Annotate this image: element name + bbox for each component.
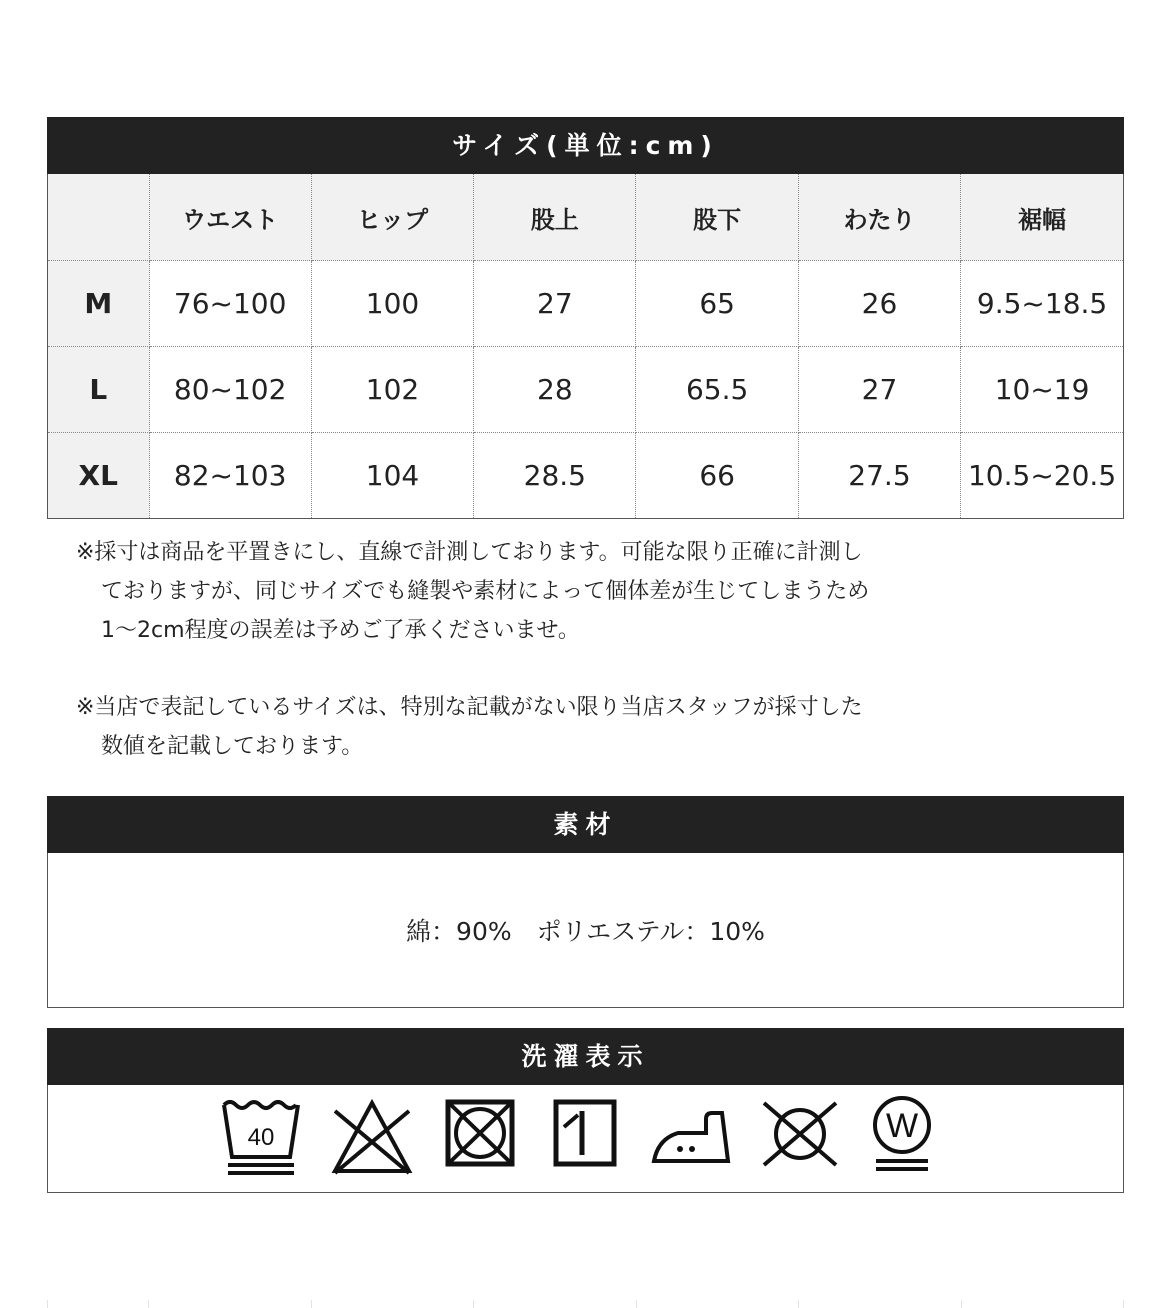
table-cell: 10~19 [961, 347, 1123, 433]
note-line: 1～2cm程度の誤差は予めご了承くださいませ。 [101, 618, 580, 643]
table-cell: 65.5 [636, 347, 798, 433]
note-line: ておりますが、同じサイズでも縫製や素材によって個体差が生じてしまうため [101, 579, 870, 604]
size-disclaimer-note [76, 688, 976, 766]
table-cell: 27 [474, 261, 636, 347]
guide-line [148, 1300, 149, 1308]
care-section [47, 1028, 1124, 1193]
guide-line [311, 1300, 312, 1308]
table-cell: 28 [474, 347, 636, 433]
table-cell: 82~103 [149, 433, 311, 519]
table-cell: 28.5 [474, 433, 636, 519]
size-label: M [48, 261, 149, 347]
header-cell-corner [48, 174, 149, 261]
table-cell: 27.5 [798, 433, 960, 519]
size-label: L [48, 347, 149, 433]
table-cell: 104 [311, 433, 473, 519]
care-icons [48, 1085, 1123, 1191]
size-label: XL [48, 433, 149, 519]
header-cell-hip: ヒップ [311, 174, 473, 261]
no-dry-clean-icon [760, 1099, 840, 1169]
material-title: 素材 [47, 796, 1124, 853]
measurement-note [76, 533, 976, 650]
guide-line [1123, 1300, 1124, 1308]
size-table-section [47, 117, 1124, 519]
table-cell: 100 [311, 261, 473, 347]
table-cell: 9.5~18.5 [961, 261, 1123, 347]
table-cell: 66 [636, 433, 798, 519]
header-cell-thigh: わたり [798, 174, 960, 261]
iron-medium-icon [648, 1099, 734, 1169]
table-row [48, 261, 1123, 347]
material-text: 綿：90% ポリエステル：10% [406, 916, 765, 946]
size-table-header-row [48, 174, 1123, 261]
guide-line [961, 1300, 962, 1308]
bottom-guides [47, 1300, 1124, 1308]
table-cell: 102 [311, 347, 473, 433]
guide-line [636, 1300, 637, 1308]
care-title: 洗濯表示 [47, 1028, 1124, 1085]
note-line: ※当店で表記しているサイズは、特別な記載がない限り当店スタッフが採寸した [76, 695, 863, 720]
header-cell-hem: 裾幅 [961, 174, 1123, 261]
wet-clean-label: W [885, 1107, 919, 1145]
guide-line [473, 1300, 474, 1308]
no-bleach-icon [331, 1099, 413, 1177]
table-cell: 26 [798, 261, 960, 347]
wash-40-gentle-icon [220, 1099, 302, 1177]
no-tumble-dry-icon [444, 1099, 520, 1169]
table-cell: 80~102 [149, 347, 311, 433]
guide-line [47, 1300, 48, 1308]
size-table-title: サイズ(単位:cm) [47, 117, 1124, 174]
wash-temperature-label: 40 [247, 1124, 275, 1151]
size-table [48, 174, 1123, 518]
table-row [48, 347, 1123, 433]
header-cell-rise: 股上 [474, 174, 636, 261]
material-section [47, 796, 1124, 1008]
wet-clean-gentle-icon [870, 1095, 934, 1177]
header-cell-waist: ウエスト [149, 174, 311, 261]
table-cell: 10.5~20.5 [961, 433, 1123, 519]
line-dry-icon [552, 1099, 618, 1169]
table-cell: 65 [636, 261, 798, 347]
table-row [48, 433, 1123, 519]
material-body [48, 853, 1123, 1006]
table-cell: 76~100 [149, 261, 311, 347]
guide-line [798, 1300, 799, 1308]
note-line: ※採寸は商品を平置きにし、直線で計測しております。可能な限り正確に計測し [76, 540, 863, 565]
header-cell-inseam: 股下 [636, 174, 798, 261]
table-cell: 27 [798, 347, 960, 433]
note-line: 数値を記載しております。 [101, 734, 364, 759]
